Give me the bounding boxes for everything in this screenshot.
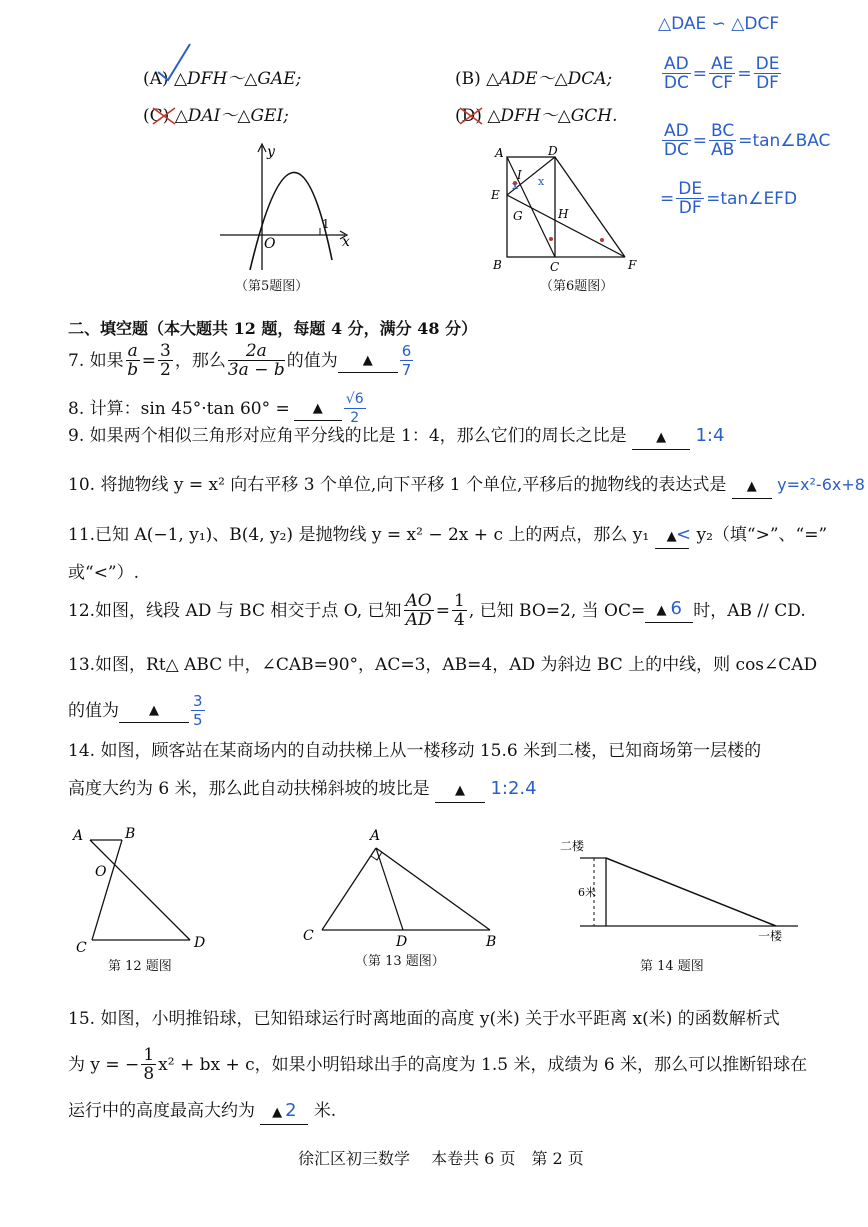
fig6-label-i: I (517, 168, 522, 182)
q7-frac3-den: 3a − b (227, 360, 285, 380)
q7-frac1-num: a (127, 341, 138, 361)
q12-frac2-num: 1 (454, 591, 465, 611)
fig6-label-b: B (493, 258, 502, 272)
answer-marker: ▲ (272, 1105, 283, 1120)
q8-answer-blank (294, 396, 342, 421)
note-eq: = (706, 188, 721, 209)
q13-line2-text: 的值为 (68, 700, 119, 721)
answer-marker: ▲ (656, 430, 667, 445)
note-ratio-row-2 (660, 122, 830, 159)
fig6-hand-x2: x (538, 175, 545, 188)
fig6-label-g: G (513, 209, 523, 223)
fig13-label-c: C (303, 928, 314, 944)
fig14-caption: 第 14 题图 (640, 959, 704, 974)
note-r2-den1: DC (663, 140, 689, 160)
note-r2-num2: BC (710, 121, 735, 141)
note-r1-den1: DC (663, 73, 689, 93)
choice-b-label: (B) (455, 69, 481, 89)
note-r2-num1: AD (664, 121, 689, 141)
fig6-label-h: H (558, 207, 569, 221)
note-similar-triangles: △DAE ∽ △DCF (658, 14, 780, 34)
q9-answer-blank (632, 425, 690, 450)
q10-text: 10. 将抛物线 y = x² 向右平移 3 个单位,向下平移 1 个单位,平移后的抛物线的表达式是 (68, 475, 727, 495)
fig6-caption: （第6题图） (540, 279, 614, 294)
q9-answer: 1:4 (695, 425, 725, 446)
question-12 (68, 592, 806, 629)
question-10 (68, 474, 865, 499)
fig12-label-b: B (125, 826, 136, 842)
q10-answer-blank (732, 474, 772, 499)
q14-line2 (68, 778, 537, 803)
q15-frac-den: 8 (143, 1064, 155, 1084)
section-2-title: 二、填空题（本大题共 12 题，每题 4 分，满分 48 分） (68, 319, 478, 338)
choice-b (455, 68, 612, 90)
q7-answer-blank (338, 348, 398, 373)
note-r1-den3: DF (756, 73, 779, 93)
fig5-caption: （第5题图） (235, 279, 309, 294)
fig13-label-a: A (370, 828, 381, 844)
q7-frac2-den: 2 (160, 360, 171, 380)
choice-b-text: △ADE～△DCA; (486, 69, 613, 89)
q7-equals: = (141, 350, 157, 371)
fig6-label-f: F (628, 258, 637, 272)
fig6-label-e: E (491, 188, 500, 202)
fig14-label-height: 6米 (578, 886, 596, 899)
figure-12-geometry (70, 822, 220, 952)
note-ratio-row-1 (660, 55, 783, 92)
fig13-caption: （第 13 题图） (355, 954, 445, 969)
note-r3-tan: tan∠EFD (720, 188, 798, 209)
q7-frac3-num: 2a (228, 342, 285, 361)
choice-a-label: (A) (143, 69, 169, 89)
note-ratio-row-3 (660, 180, 797, 217)
q13-line2 (68, 692, 207, 729)
question-11 (68, 524, 827, 549)
q12-suffix: 时，AB // CD. (693, 600, 806, 621)
q7-mid: ，那么 (174, 350, 226, 371)
q14-answer: 1:2.4 (490, 778, 537, 799)
question-8 (68, 390, 368, 427)
note-eq: = (660, 188, 675, 209)
q7-answer-den: 7 (401, 361, 412, 379)
choice-c-text: △DAI～△GEI; (174, 106, 289, 126)
fig6-label-a: A (495, 146, 504, 160)
answer-marker: ▲ (455, 783, 466, 798)
q10-answer: y=x²-6x+8 (777, 475, 865, 494)
q15-line3-text: 运行中的高度最高大约为 (68, 1101, 255, 1121)
q12-frac1-num: AO (405, 591, 432, 611)
q12-frac2-den: 4 (454, 610, 465, 630)
q9-text: 9. 如果两个相似三角形对应角平分线的比是 1：4，那么它们的周长之比是 (68, 426, 627, 446)
q15-line1: 15. 如图，小明推铅球，已知铅球运行时离地面的高度 y(米) 关于水平距离 x(米) 的函数解析式 (68, 1009, 780, 1029)
question-7 (68, 342, 415, 379)
fig12-label-a: A (73, 828, 84, 844)
note-eq: = (738, 130, 753, 151)
q12-frac1-den: AD (405, 610, 432, 630)
q13-answer-num: 3 (193, 692, 203, 710)
fig6-label-d: D (548, 145, 558, 158)
answer-marker: ▲ (312, 401, 323, 416)
q12-answer-blank (645, 598, 693, 623)
figure-13-geometry (300, 822, 510, 950)
question-9 (68, 425, 724, 450)
choice-c-label: (C) (143, 106, 170, 126)
fig13-label-d: D (396, 934, 408, 950)
note-eq: = (692, 63, 707, 84)
q15-answer-blank (260, 1100, 308, 1125)
choice-a-text: △DFH～△GAE; (173, 69, 302, 89)
cross-mark-icon (145, 102, 185, 130)
note-r1-num2: AE (710, 54, 734, 74)
q12-equals: = (435, 600, 450, 621)
figure-5-parabola (220, 140, 360, 275)
fig5-x-label: x (342, 234, 350, 250)
note-r3-num1: DE (678, 179, 703, 199)
q12-prefix: 12.如图，线段 AD 与 BC 相交于点 O, 已知 (68, 600, 402, 621)
q13-line1: 13.如图，Rt△ ABC 中，∠CAB=90°，AC=3，AB=4，AD 为斜边 BC 上的中线，则 cos∠CAD (68, 655, 818, 675)
fig13-label-b: B (486, 934, 497, 950)
note-r1-num1: AD (664, 54, 689, 74)
q13-answer-den: 5 (193, 711, 203, 729)
q15-line2-prefix: 为 y = − (68, 1054, 140, 1075)
q11-answer: < (676, 524, 692, 545)
page-footer: 徐汇区初三数学 本卷共 6 页 第 2 页 (298, 1149, 584, 1168)
q15-line2-suffix: x² + bx + c，如果小明铅球出手的高度为 1.5 米，成绩为 6 米，那么可以推断铅球在 (158, 1054, 808, 1075)
q11-text-a: 11.已知 A(−1, y₁)、B(4, y₂) 是抛物线 y = x² − 2x + c 上的两点，那么 y₁ (68, 525, 650, 545)
answer-marker: ▲ (656, 603, 667, 618)
answer-marker: ▲ (746, 479, 757, 494)
fig6-hand-x1: x (512, 179, 519, 192)
figure-6-geometry (485, 145, 645, 275)
fig5-y-label: y (267, 144, 275, 160)
note-r3-den1: DF (678, 198, 702, 218)
cross-mark-icon (452, 102, 492, 130)
fig5-origin-label: O (264, 236, 276, 252)
q11-text-b: y₂（填“>”、“=” (696, 525, 828, 545)
note-eq: = (692, 130, 707, 151)
q8-text: 8. 计算：sin 45°·tan 60° = (68, 398, 290, 419)
q15-line3 (68, 1100, 336, 1125)
fig12-caption: 第 12 题图 (108, 959, 172, 974)
q12-mid: , 已知 BO=2, 当 OC= (468, 600, 646, 621)
fig12-label-o: O (95, 864, 107, 880)
fig12-label-c: C (76, 940, 87, 952)
figure-14-escalator (558, 830, 808, 945)
q8-answer-den: 2 (350, 410, 360, 426)
note-r1-num3: DE (755, 54, 780, 74)
q15-line2 (68, 1046, 807, 1083)
q7-frac2-num: 3 (160, 341, 171, 361)
q14-answer-blank (435, 778, 485, 803)
q15-frac-num: 1 (143, 1045, 155, 1065)
fig6-label-c: C (550, 260, 560, 274)
fig12-label-d: D (194, 935, 206, 951)
q14-line1: 14. 如图，顾客站在某商场内的自动扶梯上从一楼移动 15.6 米到二楼，已知商场第一层楼的 (68, 741, 762, 761)
answer-marker: ▲ (362, 353, 373, 368)
q15-unit: 米. (313, 1101, 337, 1121)
q14-line2-text: 高度大约为 6 米，那么此自动扶梯斜坡的坡比是 (68, 779, 430, 799)
q11-continued: 或“<”）. (68, 563, 140, 583)
fig14-label-floor2: 二楼 (560, 839, 585, 853)
choice-d-text: △DFH～△GCH. (487, 106, 618, 126)
fig14-label-floor1: 一楼 (758, 929, 783, 943)
note-eq: = (737, 63, 752, 84)
q12-answer: 6 (670, 598, 682, 619)
fig5-one-label: 1 (322, 217, 330, 231)
q7-prefix: 7. 如果 (68, 350, 124, 371)
q15-answer: 2 (285, 1100, 297, 1121)
choice-d-label: (D) (455, 106, 482, 126)
note-r2-den2: AB (710, 140, 735, 160)
answer-marker: ▲ (149, 703, 159, 718)
q7-suffix: 的值为 (286, 350, 338, 371)
q7-answer-num: 6 (401, 342, 412, 360)
answer-marker: ▲ (666, 529, 677, 544)
q8-answer-num: √6 (345, 391, 364, 407)
check-mark-icon (150, 40, 200, 85)
note-r1-den2: CF (711, 73, 733, 93)
note-r2-tan: tan∠BAC (752, 130, 831, 151)
q13-answer-blank (119, 698, 189, 723)
q7-frac1-den: b (127, 360, 139, 380)
